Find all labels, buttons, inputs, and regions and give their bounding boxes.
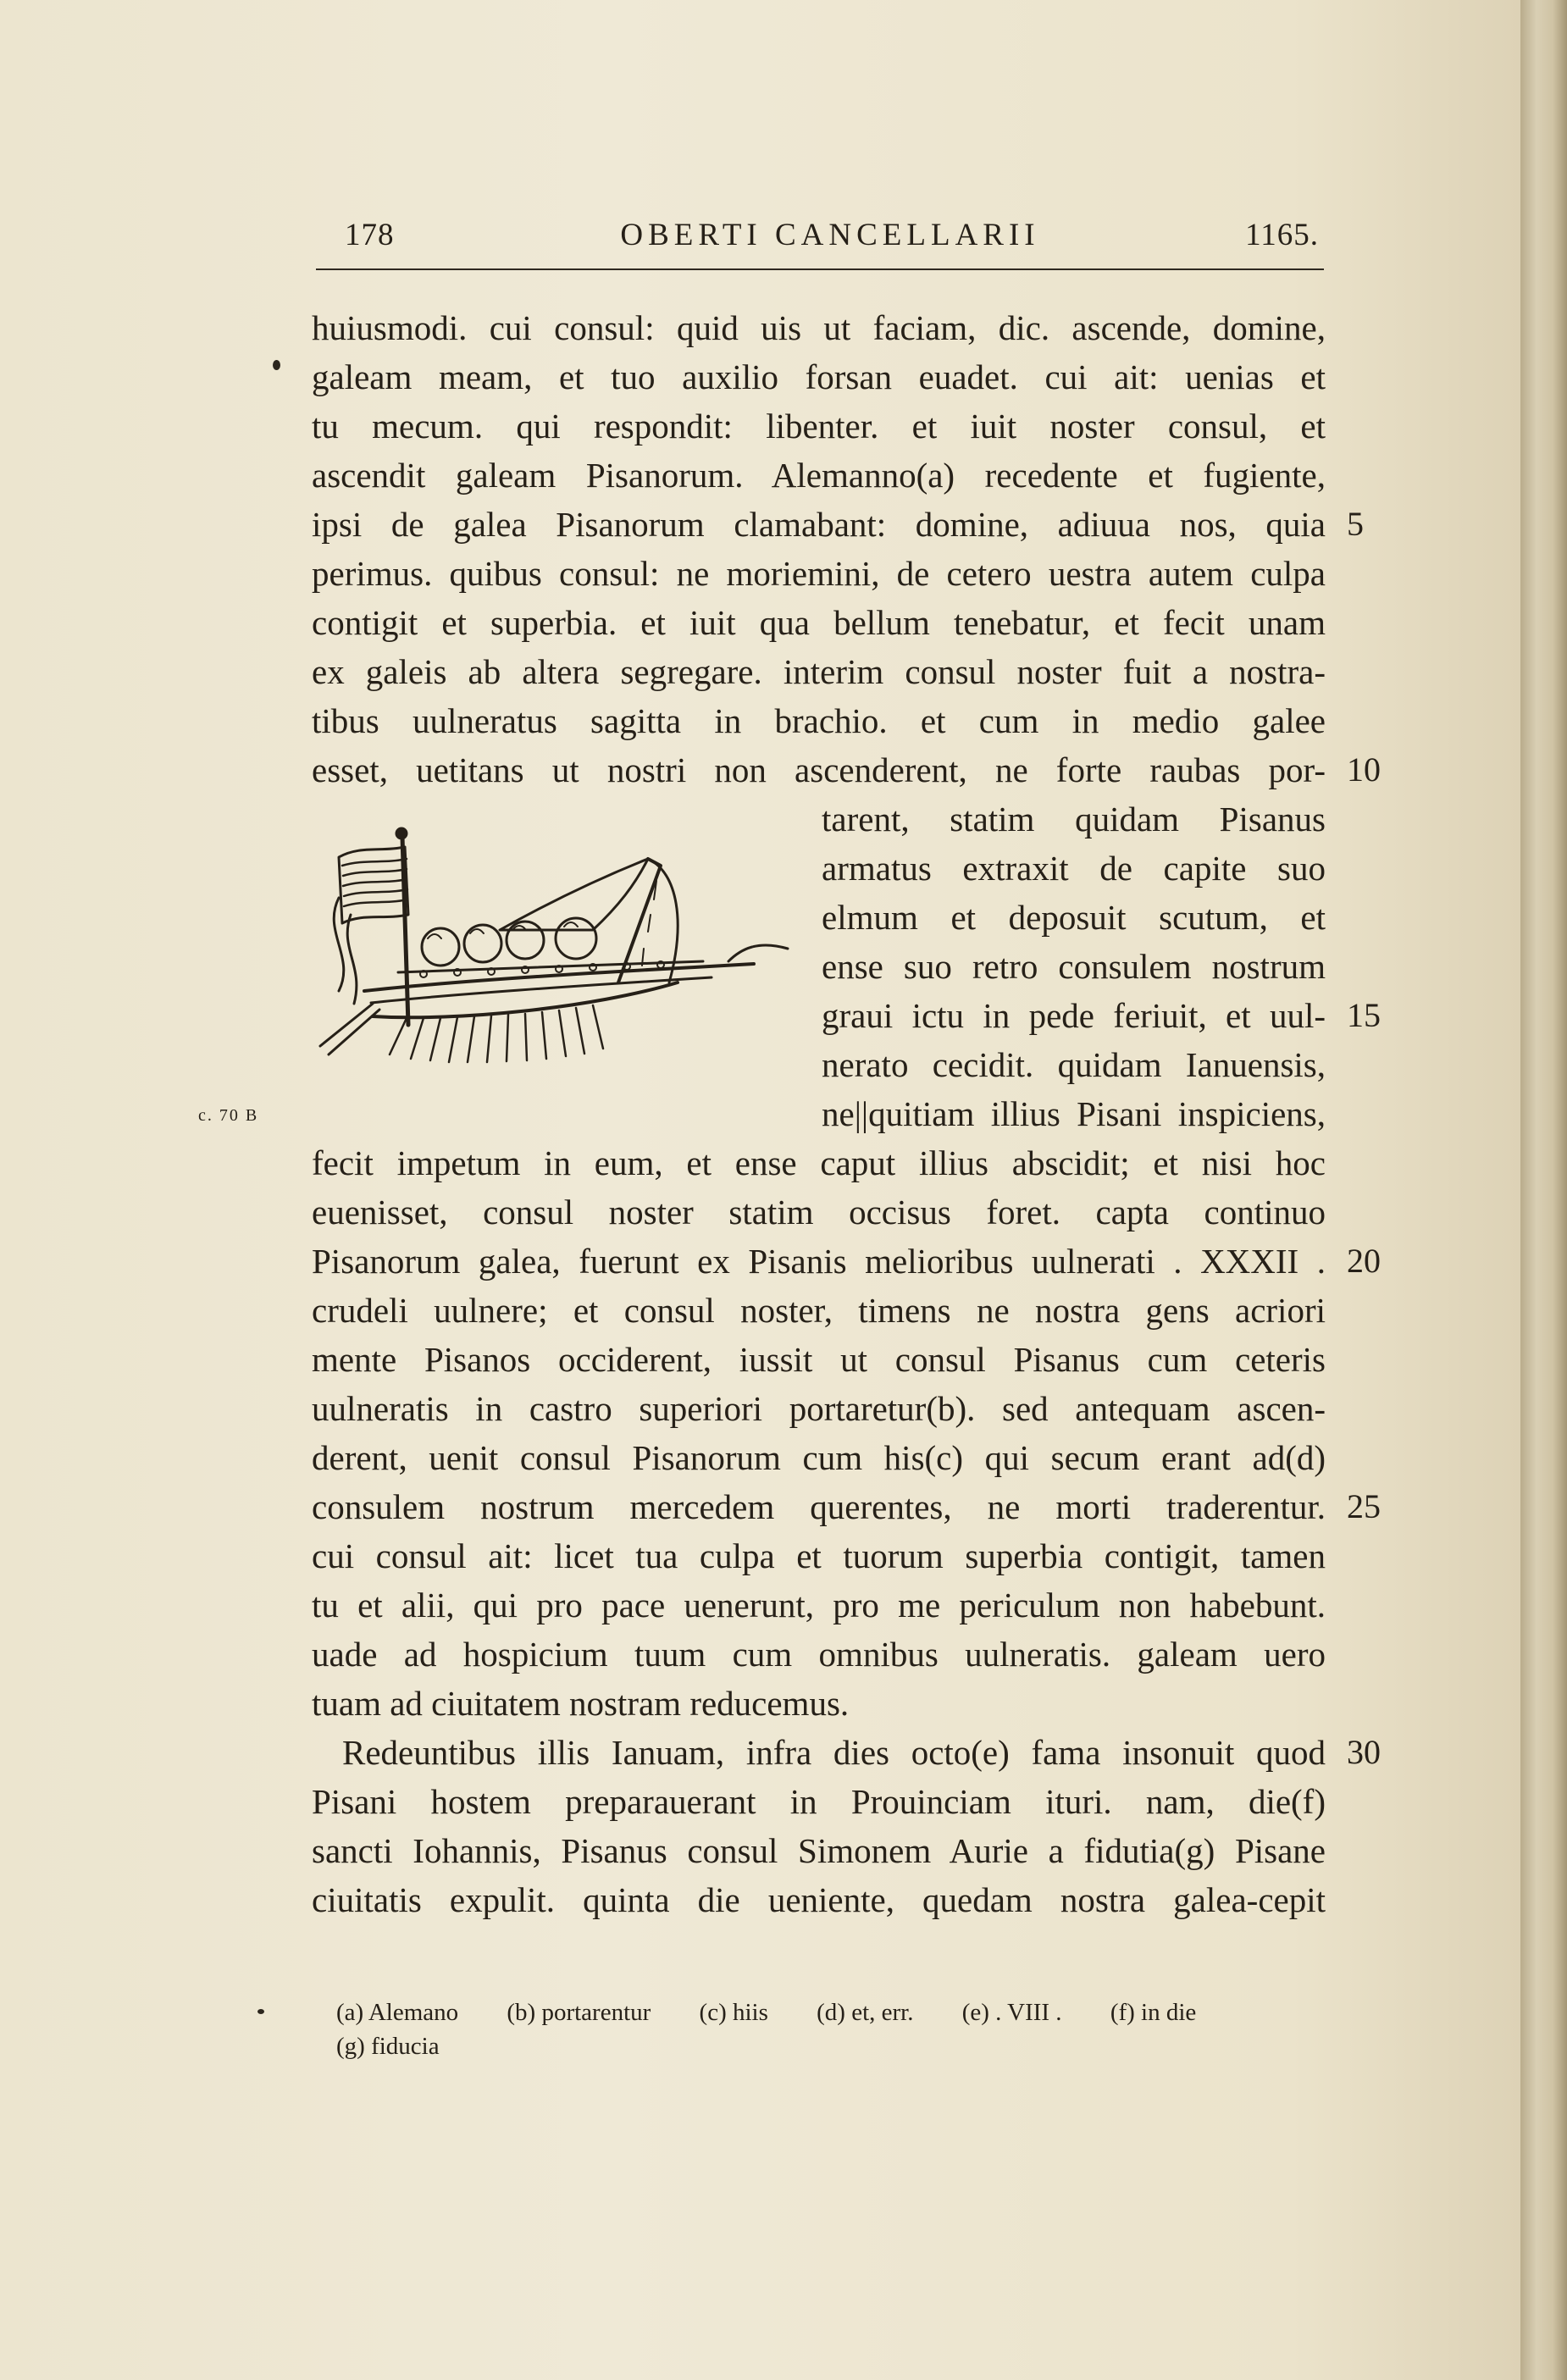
line-number: 5 xyxy=(1347,505,1364,543)
text-line: ense suo retro consulem nostrum xyxy=(822,947,1326,986)
page-edge xyxy=(1520,0,1567,2380)
text-line: ex galeis ab altera segregare. interim consul noster fuit a nostra- xyxy=(312,652,1326,691)
text-line: fecit impetum in eum, et ense caput illius abscidit; et nisi hoc xyxy=(312,1143,1326,1182)
line-number: 25 xyxy=(1347,1487,1381,1525)
text-line: euenisset, consul noster statim occisus foret. capta continuo xyxy=(312,1193,1326,1232)
footnotes xyxy=(336,1995,1319,2063)
header-rule xyxy=(316,268,1324,270)
text-line: nerato cecidit. quidam Ianuensis, xyxy=(822,1045,1326,1084)
text-line: consulem nostrum mercedem querentes, ne morti traderentur. xyxy=(312,1487,1326,1526)
line-number: 30 xyxy=(1347,1733,1381,1771)
ink-speck xyxy=(257,2009,264,2014)
line-number: 15 xyxy=(1347,996,1381,1034)
footnote: (c) hiis xyxy=(699,1999,768,2026)
text-line: Redeuntibus illis Ianuam, infra dies octo(e) fama insonuit quod xyxy=(342,1733,1326,1772)
line-number: 10 xyxy=(1347,750,1381,789)
footnote: (d) et, err. xyxy=(817,1999,914,2026)
running-header xyxy=(335,210,1326,261)
footnote: (e) . VIII . xyxy=(961,1999,1062,2026)
text-line: galeam meam, et tuo auxilio forsan euadet. cui ait: uenias et xyxy=(312,357,1326,396)
text-line: ipsi de galea Pisanorum clamabant: domine, adiuua nos, quia xyxy=(312,505,1326,544)
text-line: tu mecum. qui respondit: libenter. et iuit noster consul, et xyxy=(312,407,1326,446)
text-line: esset, uetitans ut nostri non ascenderent, ne forte raubas por- xyxy=(312,750,1326,789)
galley-illustration xyxy=(313,822,792,1097)
footnote: (b) portarentur xyxy=(507,1999,651,2026)
text-line: Pisani hostem preparauerant in Prouinciam ituri. nam, die(f) xyxy=(312,1782,1326,1821)
text-line: tarent, statim quidam Pisanus xyxy=(822,800,1326,839)
text-line: Pisanorum galea, fuerunt ex Pisanis melioribus uulnerati . XXXII . xyxy=(312,1242,1326,1281)
footnote: (f) in die xyxy=(1110,1999,1197,2026)
text-line: ne||quitiam illius Pisani inspiciens, xyxy=(822,1094,1326,1133)
text-line: cui consul ait: licet tua culpa et tuorum superbia contigit, tamen xyxy=(312,1536,1326,1575)
footnote: (a) Alemano xyxy=(336,1999,459,2026)
text-line: derent, uenit consul Pisanorum cum his(c) qui secum erant ad(d) xyxy=(312,1438,1326,1477)
running-title: OBERTI CANCELLARII xyxy=(620,218,1040,252)
page-number: 178 xyxy=(345,218,395,252)
text-line: uade ad hospicium tuum cum omnibus uulneratis. galeam uero xyxy=(312,1635,1326,1674)
margin-note: c. 70 B xyxy=(198,1106,259,1125)
ink-speck xyxy=(273,360,280,370)
text-line: graui ictu in pede feriuit, et uul- xyxy=(822,996,1326,1035)
text-line: tibus uulneratus sagitta in brachio. et cum in medio galee xyxy=(312,701,1326,740)
text-line: crudeli uulnere; et consul noster, timens ne nostra gens acriori xyxy=(312,1291,1326,1330)
text-line: ascendit galeam Pisanorum. Alemanno(a) recedente et fugiente, xyxy=(312,456,1326,495)
footnote: (g) fiducia xyxy=(336,2033,440,2060)
text-line: mente Pisanos occiderent, iussit ut consul Pisanus cum ceteris xyxy=(312,1340,1326,1379)
text-line: uulneratis in castro superiori portaretur(b). sed antequam ascen- xyxy=(312,1389,1326,1428)
text-line: perimus. quibus consul: ne moriemini, de cetero uestra autem culpa xyxy=(312,554,1326,593)
text-line: ciuitatis expulit. quinta die ueniente, quedam nostra galea-cepit xyxy=(312,1880,1326,1919)
year-heading: 1165. xyxy=(1245,218,1319,252)
text-line: huiusmodi. cui consul: quid uis ut faciam, dic. ascende, domine, xyxy=(312,308,1326,347)
text-line: contigit et superbia. et iuit qua bellum tenebatur, et fecit unam xyxy=(312,603,1326,642)
text-line: armatus extraxit de capite suo xyxy=(822,849,1326,888)
text-line: tuam ad ciuitatem nostram reducemus. xyxy=(312,1684,850,1723)
text-line: sancti Iohannis, Pisanus consul Simonem Aurie a fidutia(g) Pisane xyxy=(312,1831,1326,1870)
text-line: tu et alii, qui pro pace uenerunt, pro me periculum non habebunt. xyxy=(312,1586,1326,1624)
text-line: elmum et deposuit scutum, et xyxy=(822,898,1326,937)
line-number: 20 xyxy=(1347,1242,1381,1280)
